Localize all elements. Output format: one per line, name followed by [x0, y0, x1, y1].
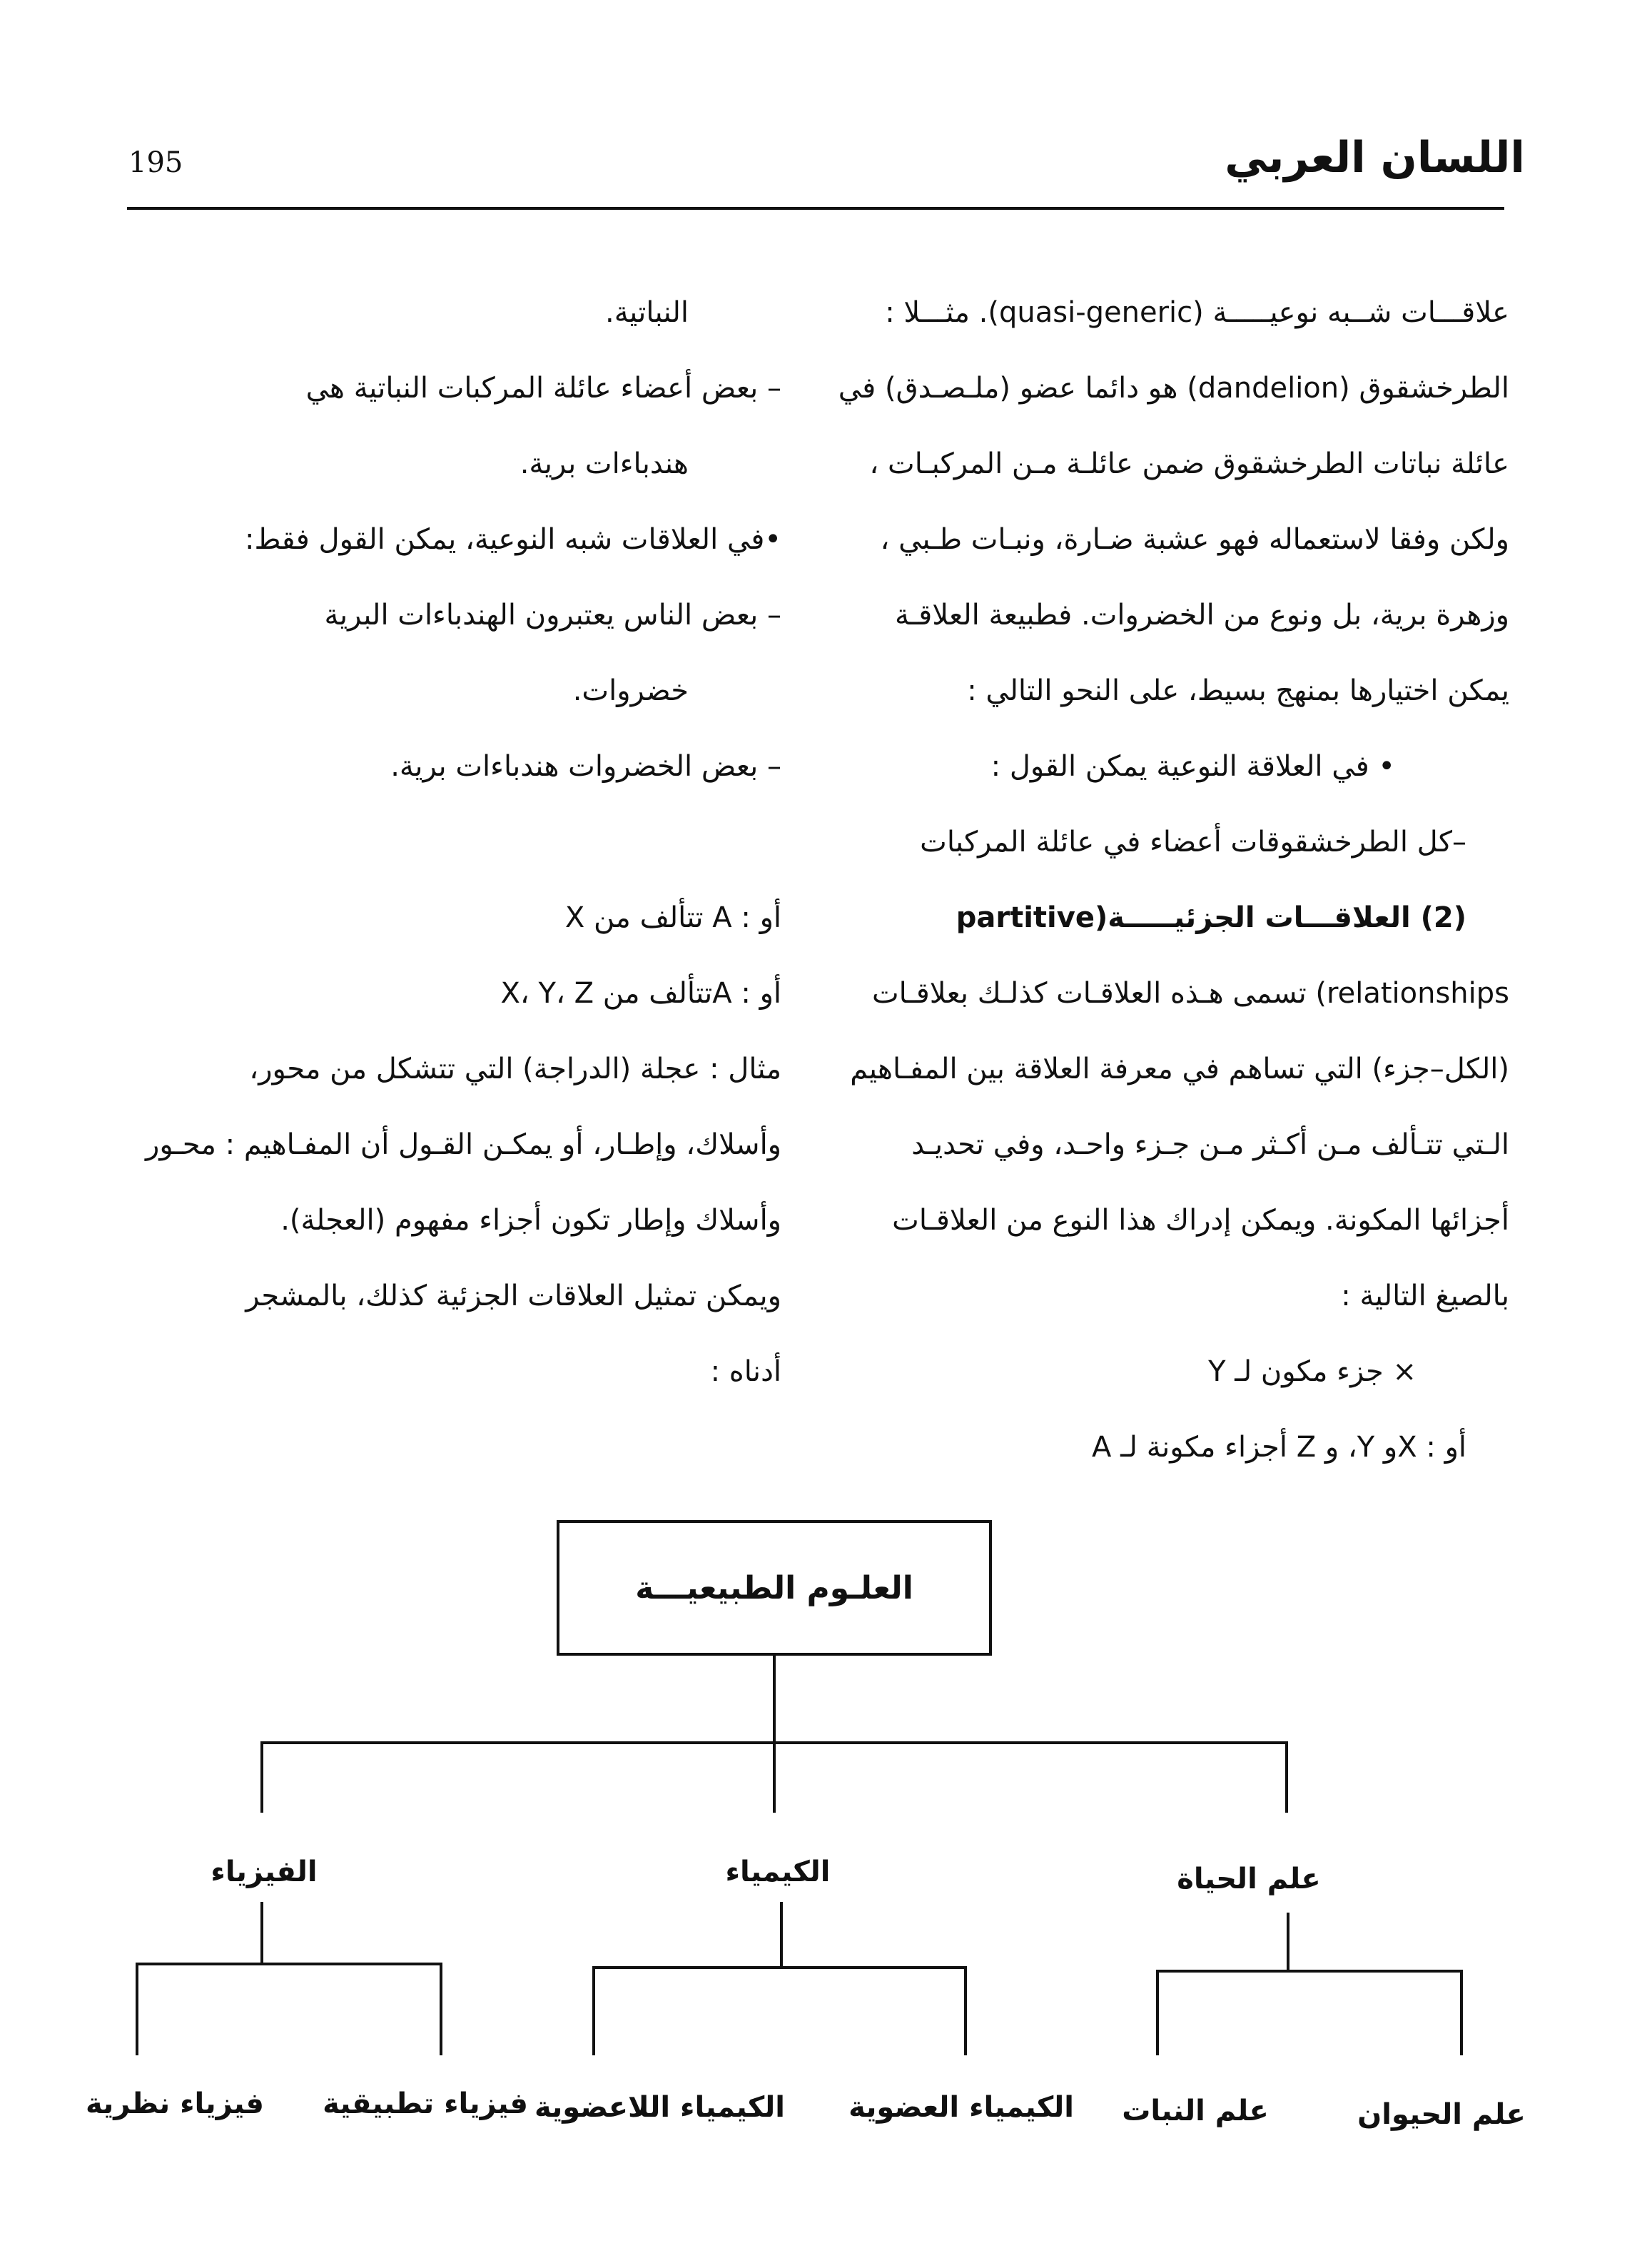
- left-line: أو : A تتألف من X: [564, 901, 781, 934]
- right-line: الطرخشقوق (dandelion) هو دائما عضو (ملـصـدق) في: [838, 372, 1509, 405]
- left-line: وأسلاك، وإطـار، أو يمكـن القـول أن المفـاهيم : محـور: [146, 1128, 781, 1161]
- right-line: (الكل–جزء) التي تساهم في معرفة العلاقة بين المفـاهيم: [850, 1053, 1509, 1085]
- right-line: الـتي تتـألف مـن أكـثر مـن جـزء واحـد، وفي تحديـد: [911, 1128, 1509, 1161]
- tree-connector: [1285, 1741, 1288, 1813]
- right-line: وزهرة برية، بل ونوع من الخضروات. فطبيعة العلاقـة: [895, 599, 1509, 632]
- left-line: – بعض الناس يعتبرون الهندباءات البرية: [324, 599, 781, 632]
- tree-leaf-theoretical-physics: فيزياء نظرية: [86, 2087, 264, 2120]
- right-line: عائلة نباتات الطرخشقوق ضمن عائلـة مـن المركبـات ،: [869, 447, 1509, 480]
- tree-connector: [592, 1966, 595, 2055]
- tree-connector: [964, 1966, 967, 2055]
- tree-node-physics: الفيزياء: [211, 1856, 318, 1888]
- right-line: بالصيغ التالية :: [1341, 1280, 1509, 1312]
- tree-leaf-applied-physics: فيزياء تطبيقية: [323, 2087, 528, 2120]
- tree-connector: [136, 1963, 442, 1965]
- tree-connector: [1460, 1970, 1463, 2055]
- header-rule: [127, 207, 1504, 210]
- left-line: وأسلاك وإطار تكون أجزاء مفهوم (العجلة).: [280, 1204, 781, 1237]
- left-line: أدناه :: [710, 1355, 781, 1388]
- left-line: هندباءات برية.: [520, 447, 689, 480]
- tree-connector: [780, 1902, 783, 1966]
- right-line: × جزء مكون لـ Y: [1208, 1355, 1417, 1388]
- tree-connector: [773, 1741, 776, 1813]
- page-number: 195: [128, 146, 183, 179]
- tree-connector: [260, 1741, 263, 1813]
- tree-connector: [592, 1966, 967, 1969]
- journal-logo: اللسان العربي: [1225, 133, 1525, 183]
- left-line: – بعض الخضروات هندباءات برية.: [390, 750, 781, 783]
- left-line: ويمكن تمثيل العلاقات الجزئية كذلك، بالمشجر: [245, 1280, 781, 1312]
- left-line: خضروات.: [572, 674, 689, 707]
- tree-connector: [136, 1963, 138, 2055]
- tree-connector: [773, 1656, 776, 1741]
- tree-connector: [1287, 1913, 1289, 1970]
- right-line: يمكن اختيارها بمنهج بسيط، على النحو التالي :: [967, 674, 1509, 707]
- left-column: [125, 275, 781, 1409]
- right-line: أو : Xو Y، و Z أجزاء مكونة لـ A: [1091, 1431, 1466, 1464]
- right-line: علاقـــات شــبه نوعيـــــة (quasi-generic). مثـــلا :: [885, 296, 1509, 329]
- right-line: ولكن وفقا لاستعماله فهو عشبة ضـارة، ونبـات طـبي ،: [880, 523, 1509, 556]
- tree-connector: [1156, 1970, 1159, 2055]
- tree-leaf-organic-chemistry: الكيمياء العضوية: [848, 2091, 1074, 2124]
- left-line: •في العلاقات شبه النوعية، يمكن القول فقط:: [245, 523, 781, 556]
- left-line: النباتية.: [605, 296, 689, 329]
- left-line: – بعض أعضاء عائلة المركبات النباتية هي: [305, 372, 781, 405]
- right-line: أجزائها المكونة. ويمكن إدراك هذا النوع من العلاقـات: [892, 1204, 1509, 1237]
- tree-node-chemistry: الكيمياء: [725, 1856, 831, 1888]
- right-line: • في العلاقة النوعية يمكن القول :: [990, 750, 1395, 783]
- tree-node-biology: علم الحياة: [1177, 1863, 1321, 1895]
- left-line: أو : Aتتألف من X، Y، Z: [500, 977, 781, 1010]
- right-line: –كل الطرخشقوقات أعضاء في عائلة المركبات: [920, 826, 1466, 859]
- tree-connector: [440, 1963, 442, 2055]
- section-heading: (2) العلاقـــات الجزئيـــــة(partitive: [956, 901, 1466, 934]
- tree-connector: [1156, 1970, 1463, 1973]
- right-column: [838, 275, 1509, 1485]
- tree-connector: [260, 1902, 263, 1963]
- tree-leaf-inorganic-chemistry: الكيمياء اللاعضوية: [534, 2091, 785, 2124]
- tree-leaf-zoology: علم الحيوان: [1357, 2098, 1526, 2131]
- left-line: مثال : عجلة (الدراجة) التي تتشكل من محور،: [249, 1053, 781, 1085]
- right-line: relationships) تسمى هـذه العلاقـات كذلـك بعلاقـات: [872, 977, 1509, 1010]
- tree-root-label: العلـوم الطبيعيـــة: [635, 1570, 913, 1606]
- tree-leaf-botany: علم النبات: [1122, 2095, 1269, 2127]
